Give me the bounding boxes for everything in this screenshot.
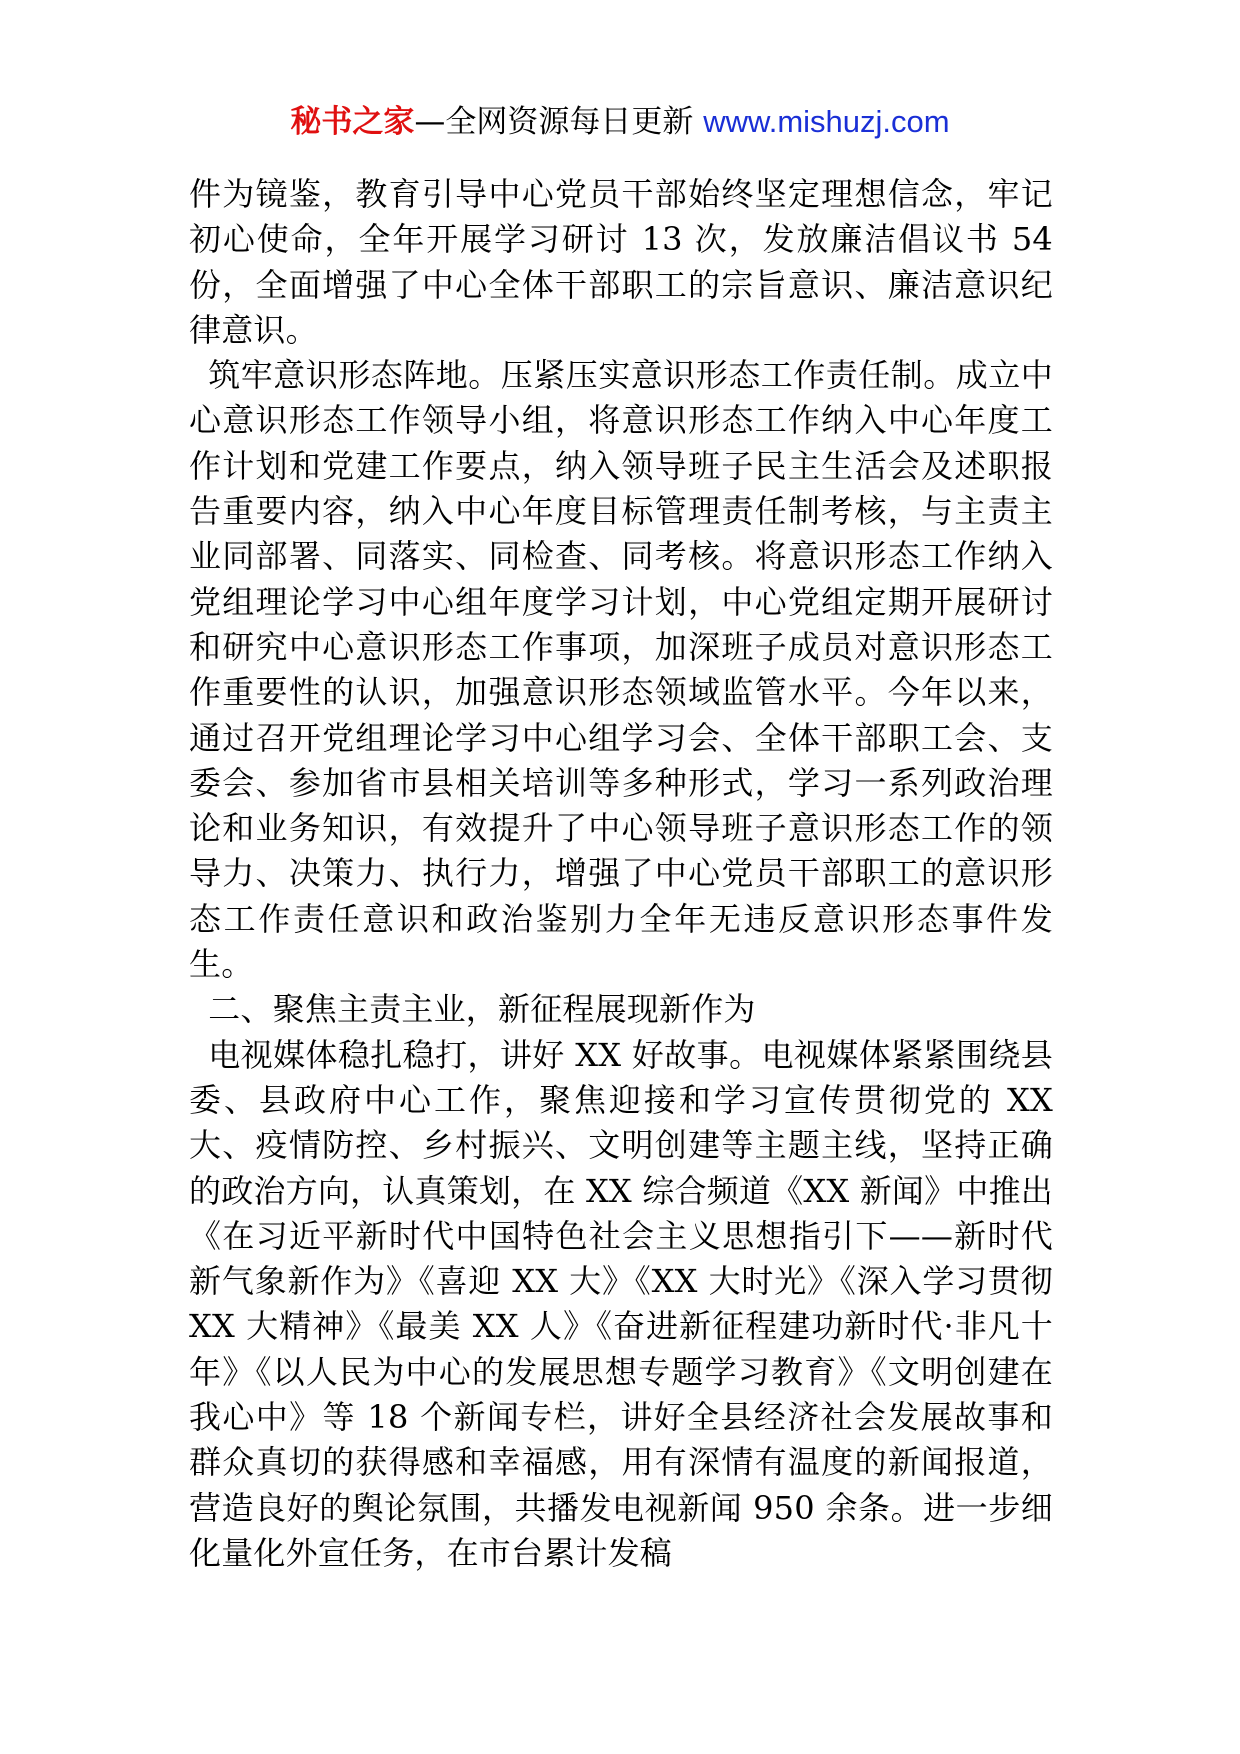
header-tagline: —全网资源每日更新 xyxy=(414,104,704,140)
site-header xyxy=(0,100,1240,144)
section-heading: 二、聚焦主责主业，新征程展现新作为 xyxy=(208,990,756,1029)
site-url-link[interactable]: www.mishuzj.com xyxy=(703,104,950,139)
paragraph-tv-media: 电视媒体稳扎稳打，讲好 XX 好故事。电视媒体紧紧围绕县委、县政府中心工作，聚焦迎接和学习宣传贯彻党的 XX 大、疫情防控、乡村振兴、文明创建等主题主线，坚持正确的政治方向，认真策划，在 XX 综合频道《XX 新闻》中推出《在习近平新时代中国特色社会主义思想指引下——新时代新气象新作为》《喜迎 XX 大》《XX 大时光》《深入学习贯彻 XX 大精神》《最美 XX 人》《奋进新征程建功新时代·非凡十年》《以人民为中心的发展思想专题学习教育》《文明创建在我心中》等 18 个新闻专栏，讲好全县经济社会发展故事和群众真切的获得感和幸福感，用有深情有温度的新闻报道，营造良好的舆论氛围，共播发电视新闻 950 余条。进一步细化量化外宣任务，在市台累计发稿 xyxy=(189,1035,1053,1572)
paragraph-continuation: 件为镜鉴，教育引导中心党员干部始终坚定理想信念，牢记初心使命，全年开展学习研讨 13 次，发放廉洁倡议书 54 份，全面增强了中心全体干部职工的宗旨意识、廉洁意识纪律意识。 xyxy=(189,175,1053,349)
brand-name: 秘书之家 xyxy=(290,104,415,140)
paragraph-ideology: 筑牢意识形态阵地。压紧压实意识形态工作责任制。成立中心意识形态工作领导小组，将意识形态工作纳入中心年度工作计划和党建工作要点，纳入领导班子民主生活会及述职报告重要内容，纳入中心年度目标管理责任制考核，与主责主业同部署、同落实、同检查、同考核。将意识形态工作纳入党组理论学习中心组年度学习计划，中心党组定期开展研讨和研究中心意识形态工作事项，加深班子成员对意识形态工作重要性的认识，加强意识形态领域监管水平。今年以来，通过召开党组理论学习中心组学习会、全体干部职工会、支委会、参加省市县相关培训等多种形式，学习一系列政治理论和业务知识，有效提升了中心领导班子意识形态工作的领导力、决策力、执行力，增强了中心党员干部职工的意识形态工作责任意识和政治鉴别力全年无违反意识形态事件发生。 xyxy=(189,356,1053,984)
document-body xyxy=(189,172,1053,1576)
